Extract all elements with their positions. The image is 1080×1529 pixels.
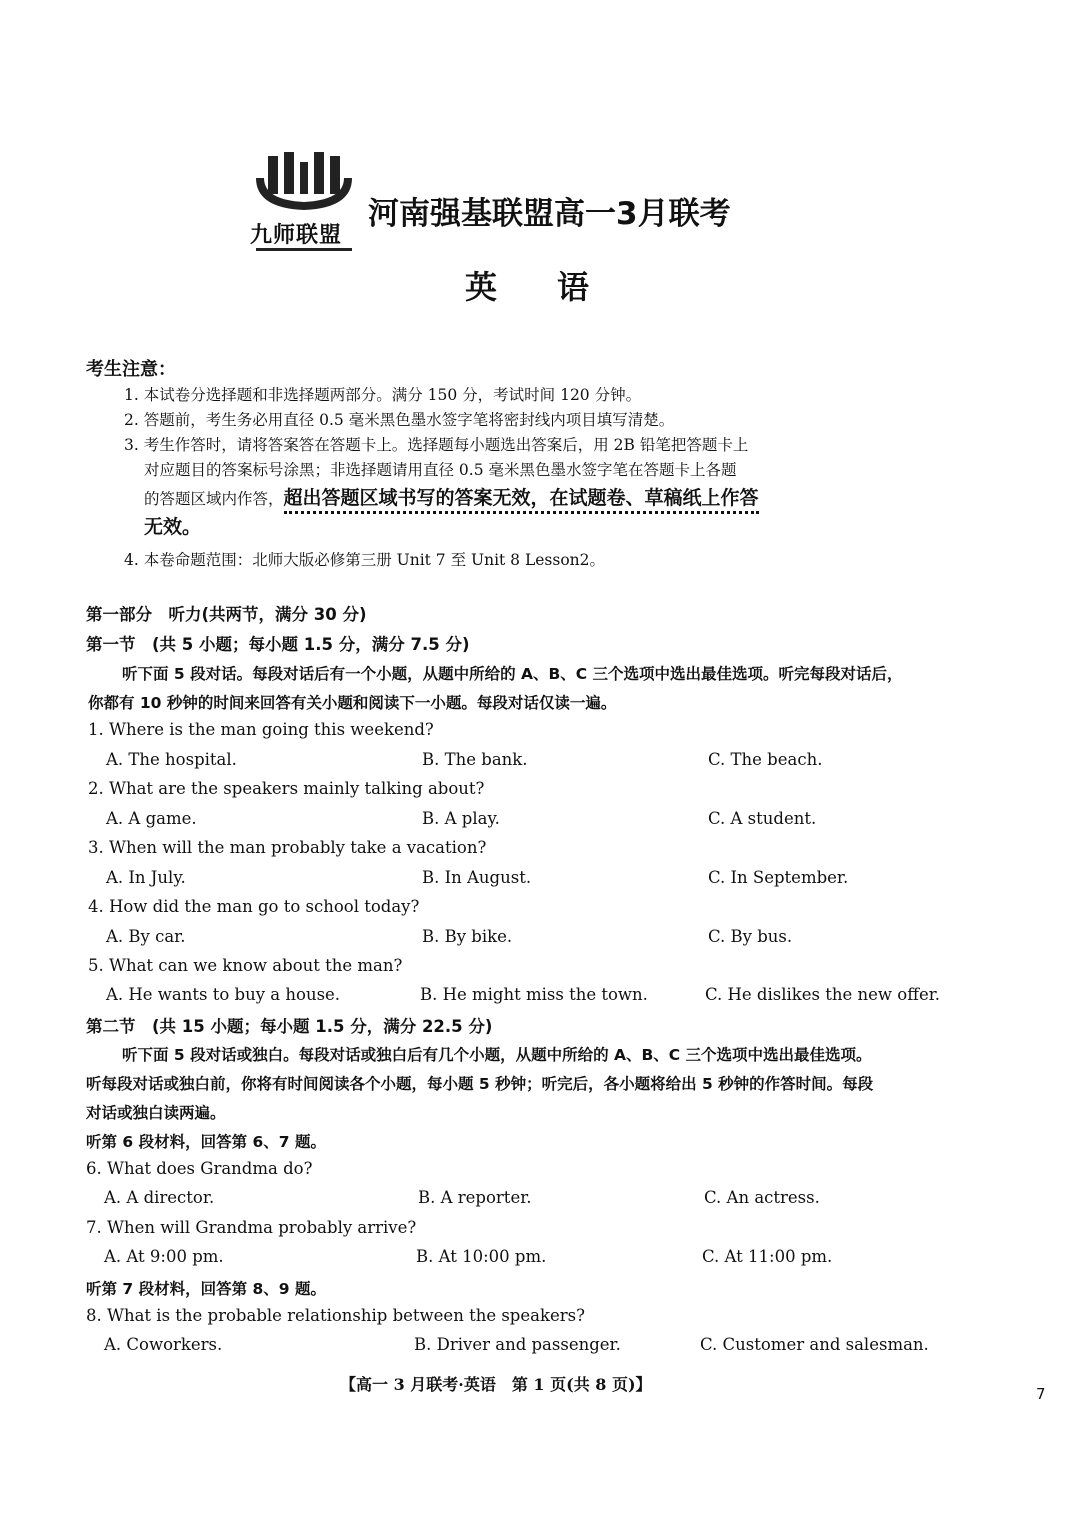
instruction-line: 听下面 5 段对话或独白。每段对话或独白后有几个小题，从题中所给的 A、B、C 三个选项中选出最佳选项。 bbox=[122, 1046, 872, 1064]
option-b: B. At 10:00 pm. bbox=[416, 1247, 547, 1266]
material-note: 听第 6 段材料，回答第 6、7 题。 bbox=[86, 1133, 326, 1151]
option-a: A. He wants to buy a house. bbox=[106, 985, 341, 1004]
section-heading: 第一节 (共 5 小题；每小题 1.5 分，满分 7.5 分) bbox=[86, 635, 470, 654]
subject-title: 英语 bbox=[465, 268, 650, 306]
option-b: B. A play. bbox=[422, 809, 500, 828]
question-stem: 4. How did the man go to school today? bbox=[88, 897, 420, 916]
instruction-line: 听每段对话或独白前，你将有时间阅读各个小题，每小题 5 秒钟；听完后，各小题将给出 5 秒钟的作答时间。每段 bbox=[86, 1075, 874, 1093]
exam-logo bbox=[248, 148, 360, 260]
option-c: C. In September. bbox=[708, 868, 849, 887]
notice-heading: 考生注意： bbox=[86, 359, 176, 380]
question-stem: 7. When will Grandma probably arrive? bbox=[86, 1218, 417, 1237]
question-stem: 6. What does Grandma do? bbox=[86, 1159, 313, 1178]
notice-item: 1. 本试卷分选择题和非选择题两部分。满分 150 分，考试时间 120 分钟。 bbox=[124, 386, 642, 404]
option-c: C. Customer and salesman. bbox=[700, 1335, 929, 1354]
option-b: B. A reporter. bbox=[418, 1188, 532, 1207]
question-stem: 3. When will the man probably take a vacation? bbox=[88, 838, 487, 857]
instruction-line: 你都有 10 秒钟的时间来回答有关小题和阅读下一小题。每段对话仅读一遍。 bbox=[88, 694, 617, 712]
notice-emphasis-end: 无效。 bbox=[144, 516, 202, 538]
notice-item-part: 的答题区域内作答， bbox=[144, 490, 284, 508]
option-a: A. A game. bbox=[106, 809, 197, 828]
book-emblem-icon bbox=[248, 148, 360, 218]
option-c: C. He dislikes the new offer. bbox=[705, 985, 941, 1004]
notice-emphasis: 超出答题区域书写的答案无效，在试题卷、草稿纸上作答 bbox=[284, 487, 759, 514]
question-stem: 8. What is the probable relationship between the speakers? bbox=[86, 1306, 585, 1325]
corner-mark: 7 bbox=[1036, 1385, 1046, 1403]
notice-item: 3. 考生作答时，请将答案答在答题卡上。选择题每小题选出答案后，用 2B 铅笔把答题卡上 bbox=[124, 436, 749, 454]
option-c: C. A student. bbox=[708, 809, 817, 828]
option-a: A. The hospital. bbox=[106, 750, 237, 769]
instruction-line: 听下面 5 段对话。每段对话后有一个小题，从题中所给的 A、B、C 三个选项中选出最佳选项。听完每段对话后， bbox=[122, 665, 903, 683]
part-heading: 第一部分 听力(共两节，满分 30 分) bbox=[86, 605, 367, 624]
option-c: C. The beach. bbox=[708, 750, 823, 769]
exam-title: 河南强基联盟高一3月联考 bbox=[368, 196, 731, 232]
section-heading: 第二节 (共 15 小题；每小题 1.5 分，满分 22.5 分) bbox=[86, 1017, 493, 1036]
option-b: B. The bank. bbox=[422, 750, 528, 769]
option-a: A. Coworkers. bbox=[104, 1335, 223, 1354]
notice-item: 2. 答题前，考生务必用直径 0.5 毫米黑色墨水签字笔将密封线内项目填写清楚。 bbox=[124, 411, 675, 429]
notice-item: 4. 本卷命题范围：北师大版必修第三册 Unit 7 至 Unit 8 Lesson2。 bbox=[124, 551, 606, 569]
logo-text: 九师联盟 bbox=[250, 223, 343, 248]
instruction-line: 对话或独白读两遍。 bbox=[86, 1104, 226, 1122]
page-footer: 【高一 3 月联考·英语 第 1 页(共 8 页)】 bbox=[340, 1375, 652, 1394]
option-c: C. At 11:00 pm. bbox=[702, 1247, 833, 1266]
notice-item: 对应题目的答案标号涂黑；非选择题请用直径 0.5 毫米黑色墨水签字笔在答题卡上各题 bbox=[144, 461, 737, 479]
logo-underline bbox=[256, 248, 352, 251]
option-a: A. By car. bbox=[106, 927, 186, 946]
option-b: B. He might miss the town. bbox=[420, 985, 648, 1004]
question-stem: 2. What are the speakers mainly talking about? bbox=[88, 779, 485, 798]
option-a: A. A director. bbox=[104, 1188, 215, 1207]
question-stem: 1. Where is the man going this weekend? bbox=[88, 720, 434, 739]
option-a: A. In July. bbox=[106, 868, 186, 887]
option-b: B. Driver and passenger. bbox=[414, 1335, 621, 1354]
option-a: A. At 9:00 pm. bbox=[104, 1247, 224, 1266]
option-c: C. By bus. bbox=[708, 927, 793, 946]
option-b: B. By bike. bbox=[422, 927, 513, 946]
material-note: 听第 7 段材料，回答第 8、9 题。 bbox=[86, 1280, 326, 1298]
notice-item bbox=[144, 483, 759, 510]
option-c: C. An actress. bbox=[704, 1188, 820, 1207]
question-stem: 5. What can we know about the man? bbox=[88, 956, 403, 975]
option-b: B. In August. bbox=[422, 868, 532, 887]
